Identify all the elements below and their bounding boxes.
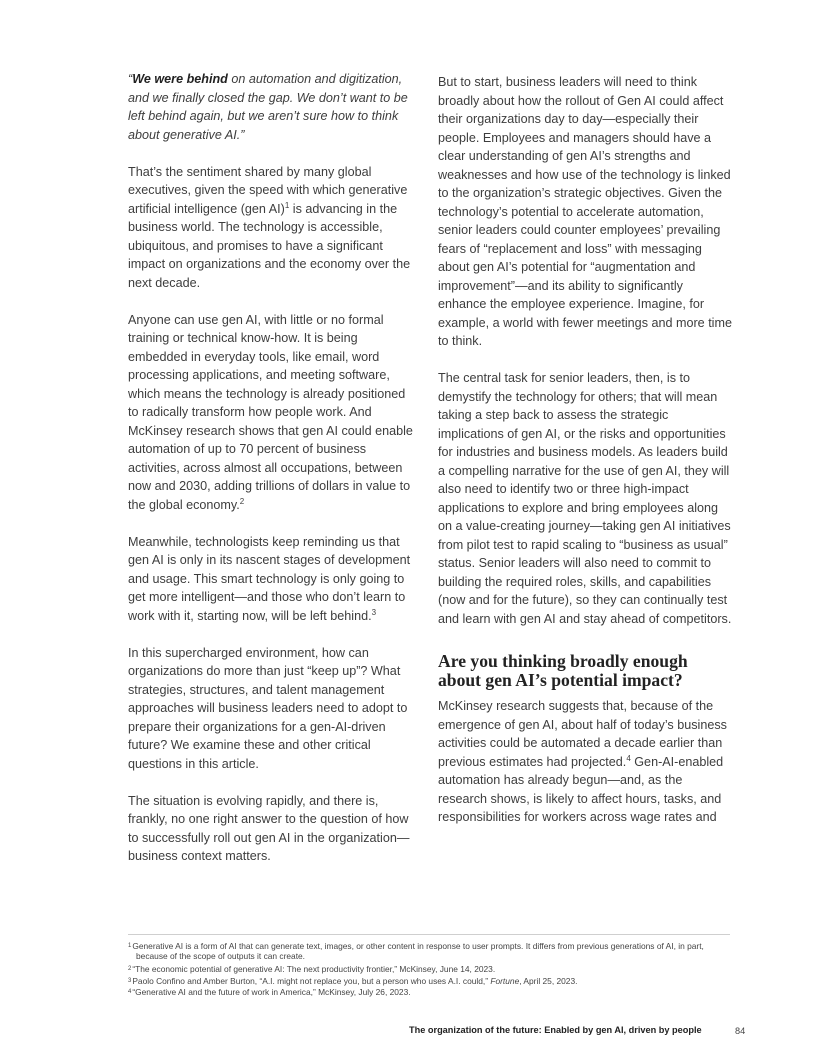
footnote-divider — [128, 934, 730, 935]
page-number: 84 — [735, 1026, 746, 1036]
footnote-ref[interactable]: 2 — [239, 496, 245, 506]
paragraph: The situation is evolving rapidly, and there is, frankly, no one right answer to the question of how to successfully roll out gen AI in the organization—business context matters. — [128, 793, 410, 863]
footnote-ref[interactable]: 1 — [284, 200, 290, 210]
footnotes — [128, 941, 730, 999]
paragraph: McKinsey research suggests that, because of the emergence of gen AI, about half of today’s business activities could be automated a decade earlier than previous estimates had projected.$^4$ Gen-AI-enabled automation has already begun—and, as the research shows, is likely to affect hours, tasks, and responsibilities for workers across wage rates and — [438, 699, 727, 824]
footnote-3: $^3$Paolo Confino and Amber Burton, “A.I. might not replace you, but a person who uses A.I. could,” Fortune, April 25, 2023. — [128, 975, 578, 986]
paragraph: The central task for senior leaders, then, is to demystify the technology for others; that will mean taking a step back to assess the strategic implications of gen AI, or the risks and opportunities for industries and business models. As leaders build a compelling narrative for the use of gen AI, they will also need to identify two or three high-impact applications to explore and bring employees along on a value-creating journey—taking gen AI initiatives from pilot test to rapid scaling to “business as usual” status. Senior leaders will also need to commit to building the required roles, skills, and capabilities (now and for the future), so they can continually test and learn with gen AI and stay ahead of competitors. — [438, 371, 732, 626]
left-column — [128, 70, 418, 884]
section-heading: Are you thinking broadly enough about gen AI’s potential impact? — [438, 651, 688, 690]
right-column — [438, 73, 734, 845]
footnote-ref[interactable]: 3 — [371, 607, 377, 617]
running-footer-title: The organization of the future: Enabled by gen AI, driven by people — [409, 1025, 702, 1035]
paragraph: Anyone can use gen AI, with little or no formal training or technical know-how. It is being embedded in everyday tools, like email, word processing applications, and meeting software, which means the technology is already positioned to radically transform how people work. And McKinsey research shows that gen AI could enable automation of up to 70 percent of business activities, across almost all occupations, between now and 2030, adding trillions of dollars in value to the global economy.$^2$ — [128, 312, 413, 512]
footnote-4: $^4$“Generative AI and the future of work in America,” McKinsey, July 26, 2023. — [128, 987, 411, 997]
footnote-1: $^1$Generative AI is a form of AI that can generate text, images, or other content in response to user prompts. It differs from previous generations of AI, in part, because of the scope of outputs it can create. — [128, 941, 704, 961]
paragraph: Meanwhile, technologists keep reminding us that gen AI is only in its nascent stages of development and usage. This smart technology is only going to get more intelligent—and those who don’t learn to work with it, starting now, will be left behind.$^3$ — [128, 534, 411, 623]
quote-emphasis: We were behind — [132, 72, 228, 86]
paragraph: In this supercharged environment, how can organizations do more than just “keep up”? What strategies, structures, and talent management approaches will business leaders need to adopt to prepare their organizations for a gen-AI-driven future? We examine these and other critical questions in this article. — [128, 645, 408, 771]
footnote-link[interactable]: “Generative AI and the future of work in America,” — [132, 987, 316, 997]
opening-quote: “We were behind on automation and digitization, and we finally closed the gap. We don’t want to be left behind again, but we aren’t sure how to think about generative AI.” — [128, 72, 408, 142]
footnote-link[interactable]: “The economic potential of generative AI: The next productivity frontier,” — [132, 964, 398, 974]
footnote-2: $^2$“The economic potential of generative AI: The next productivity frontier,” McKinsey, June 14, 2023. — [128, 964, 496, 974]
footnote-ref[interactable]: 4 — [626, 753, 631, 763]
paragraph: That’s the sentiment shared by many global executives, given the speed with which generative artificial intelligence (gen AI)$^1$ is advancing in the business world. The technology is accessible, ubiquitous, and promises to have a significant impact on organizations and the economy over the next decade. — [128, 164, 411, 290]
paragraph: But to start, business leaders will need to think broadly about how the rollout of Gen AI could affect their organizations day to day—especially their people. Employees and managers should have a clear understanding of gen AI’s strengths and weaknesses and how use of the technology is linked to the organization’s strategic objectives. Given the technology’s potential to accelerate automation, senior leaders could counter employees’ prevailing fears of “replacement and loss” with messaging about gen AI’s potential for “augmentation and improvement”—and its ability to significantly enhance the employee experience. Imagine, for example, a world with fewer meetings and more time to think. — [438, 75, 732, 348]
